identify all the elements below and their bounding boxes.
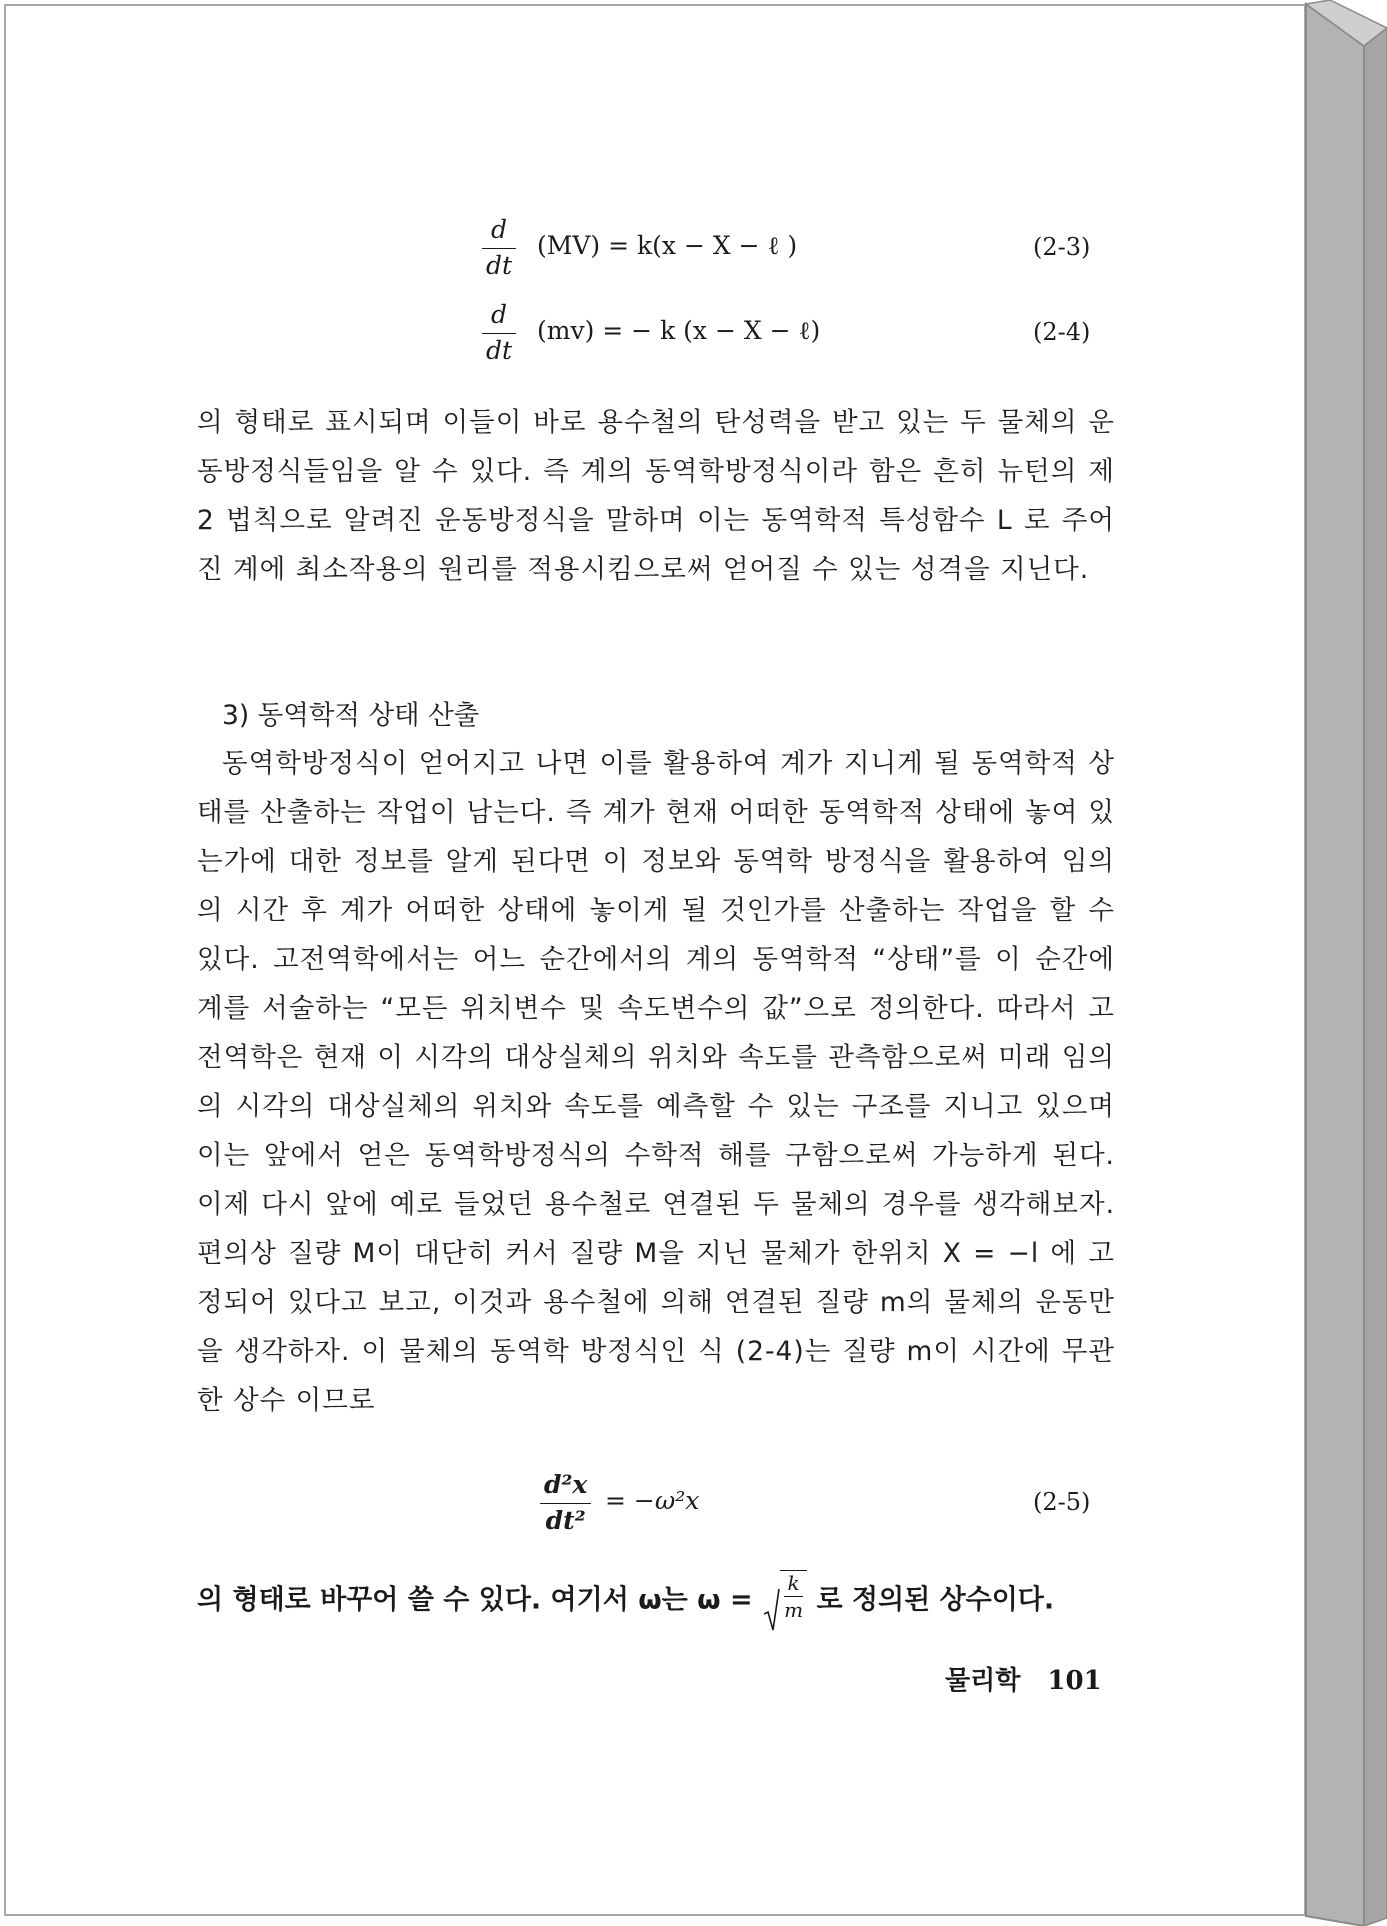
running-title: 물리학 [945,1666,1021,1696]
sqrt-numerator: k [784,1573,803,1597]
paragraph-dynamics-equations [197,398,1115,594]
equation-fraction [482,302,516,363]
equation-2-5 [0,1468,1387,1558]
equation-rhs: (mv) = − k (x − X − ℓ) [537,316,821,345]
fraction-denominator: dt [482,248,516,278]
equation-rhs: = −ω²x [605,1486,700,1515]
definition-suffix: 로 정의된 상수이다. [816,1584,1055,1616]
fraction-denominator: dt [482,333,516,363]
equation-2-3 [0,213,1387,303]
fraction-denominator: dt² [540,1503,591,1533]
sqrt-expression [764,1570,807,1632]
fraction-numerator: d [491,215,508,244]
equation-label: (2-3) [1033,233,1091,261]
equation-label: (2-5) [1033,1488,1091,1516]
equation-2-4 [0,298,1387,388]
sqrt-denominator: m [784,1598,804,1622]
equation-label: (2-4) [1033,318,1091,346]
equation-fraction [482,217,516,278]
definition-prefix: 의 형태로 바꾸어 쓸 수 있다. 여기서 ω는 ω = [197,1584,753,1616]
definition-line [197,1570,1054,1632]
fraction-numerator: d [491,300,508,329]
equation-fraction [540,1472,591,1533]
fraction-numerator: d²x [544,1470,588,1499]
paragraph-text: 의 형태로 표시되며 이들이 바로 용수철의 탄성력을 받고 있는 두 물체의 운동방정식들임을 알 수 있다. 즉 계의 동역학방정식이라 함은 흔히 뉴턴의 제 2 법칙으로 알려진 운동방정식을 말하며 이는 동역학적 특성함수 L 로 주어진 계에 최소작용의 원리를 적용시킴으로써 얻어질 수 있는 성격을 지닌다. [197,407,1115,585]
section-heading: 3) 동역학적 상태 산출 [222,700,480,731]
equation-rhs: (MV) = k(x − X − ℓ ) [537,231,798,260]
page-footer [945,1660,1102,1697]
radical-sign-icon [764,1588,780,1632]
sqrt-fraction [780,1570,807,1620]
page-number: 101 [1047,1666,1102,1696]
paragraph-text: 동역학방정식이 얻어지고 나면 이를 활용하여 계가 지니게 될 동역학적 상태를 산출하는 작업이 남는다. 즉 계가 현재 어떠한 동역학적 상태에 놓여 있는가에 대한 정보를 알게 된다면 이 정보와 동역학 방정식을 활용하여 임의의 시간 후 계가 어떠한 상태에 놓이게 될 것인가를 산출하는 작업을 할 수 있다. 고전역학에서는 어느 순간에서의 계의 동역학적 “상태”를 이 순간에 계를 서술하는 “모든 위치변수 및 속도변수의 값”으로 정의한다. 따라서 고전역학은 현재 이 시각의 대상실체의 위치와 속도를 관측함으로써 미래 임의의 시각의 대상실체의 위치와 속도를 예측할 수 있는 구조를 지니고 있으며 이는 앞에서 얻은 동역학방정식의 수학적 해를 구함으로써 가능하게 된다. 이제 다시 앞에 예로 들었던 용수철로 연결된 두 물체의 경우를 생각해보자. 편의상 질량 M이 대단히 커서 질량 M을 지닌 물체가 한위치 X = −l 에 고정되어 있다고 보고, 이것과 용수철에 의해 연결된 질량 m의 물체의 운동만을 생각하자. 이 물체의 동역학 방정식인 식 (2-4)는 질량 m이 시간에 무관한 상수 이므로 [197,748,1115,1416]
paragraph-dynamic-state [197,739,1115,1425]
